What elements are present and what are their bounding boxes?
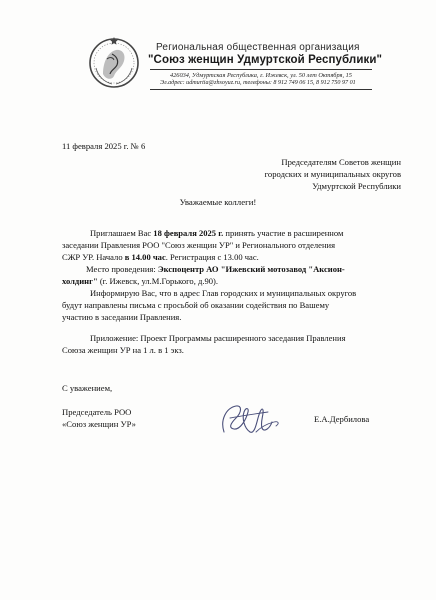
meeting-start-time: в 14.00 час — [124, 252, 166, 262]
organization-type: Региональная общественная организация — [156, 42, 360, 53]
regards-text: С уважением, — [62, 383, 113, 393]
signer-title-line: «Союз женщин УР» — [62, 419, 136, 429]
header-divider-bottom — [150, 89, 372, 90]
venue-name: Экспоцентр АО "Ижевский мотозавод "Аксион- — [157, 264, 345, 274]
handwritten-signature-icon — [216, 398, 286, 440]
invitation-paragraph — [62, 227, 409, 263]
text-run: Место проведения: — [86, 264, 158, 274]
organization-name: "Союз женщин Удмуртской Республики" — [148, 54, 383, 66]
paragraph-line: Приложение: Проект Программы расширенного заседания Правления — [90, 333, 346, 343]
venue-name-cont: холдинг" — [62, 276, 98, 286]
organization-address: 426034, Удмуртская Республика, г. Ижевск, ул. 50 лет Октября, 15 — [170, 72, 352, 79]
recipient-line: Удмуртской Республики — [312, 181, 401, 191]
recipient-line: городских и муниципальных округов — [264, 169, 401, 179]
recipient-block — [181, 156, 401, 192]
text-run: . Регистрация с 13.00 час. — [165, 252, 259, 262]
recipient-line: Председателям Советов женщин — [281, 157, 401, 167]
paragraph-line: заседании Правления РОО "Союз женщин УР" и Регионального отделения — [62, 240, 336, 250]
women-union-emblem-icon — [86, 34, 142, 90]
text-run: Приглашаем Вас — [90, 228, 154, 238]
paragraph-line: будут направлены письма с просьбой об оказании содействия по Вашему — [62, 300, 330, 310]
letter-date-number: 11 февраля 2025 г. № 6 — [62, 141, 146, 151]
greeting: Уважаемые коллеги! — [179, 197, 257, 207]
signer-title-line: Председатель РОО — [62, 407, 132, 417]
paragraph-line: Союза женщин УР на 1 л. в 1 экз. — [62, 345, 184, 355]
attachment-paragraph — [62, 332, 409, 356]
text-run: принять участие в расширенном — [223, 228, 344, 238]
notice-paragraph — [62, 287, 409, 323]
venue-paragraph — [62, 263, 409, 287]
signer-title — [62, 406, 136, 430]
text-run: СЖР УР. Начало — [62, 252, 125, 262]
venue-address: (г. Ижевск, ул.М.Горького, д.90). — [97, 276, 218, 286]
meeting-date: 18 февраля 2025 г. — [153, 228, 224, 238]
paragraph-line: участию в заседании Правления. — [62, 312, 182, 322]
organization-contacts: Эл.адрес: udmurtia@zhsoyuz.ru, телефоны: 8 912 749 06 15, 8 912 750 97 01 — [160, 80, 356, 86]
signer-name: Е.А.Дербилова — [314, 414, 370, 424]
paragraph-line: Информирую Вас, что в адрес Глав городских и муниципальных округов — [90, 288, 357, 298]
header-divider-top — [150, 69, 372, 70]
